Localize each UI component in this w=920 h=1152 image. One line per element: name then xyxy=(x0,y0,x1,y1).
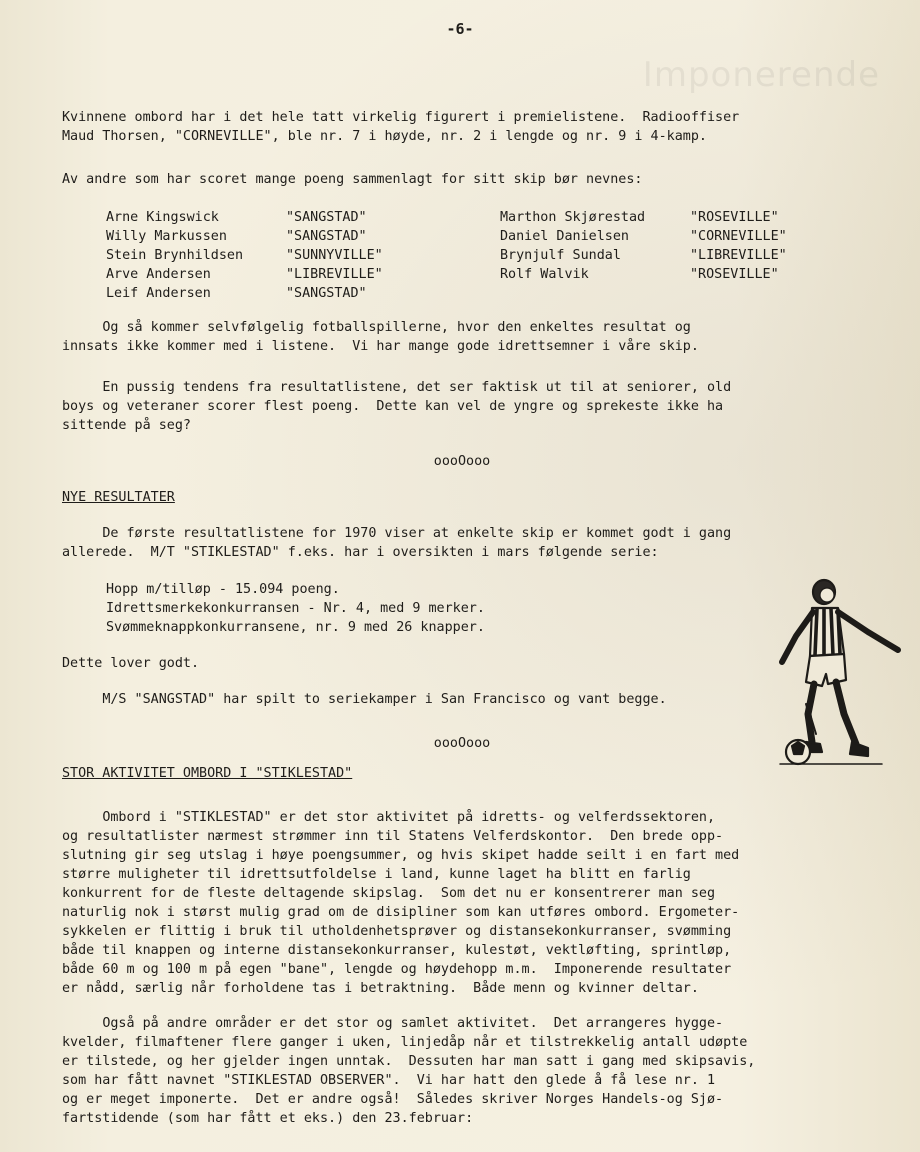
scorer-name: Stein Brynhildsen xyxy=(106,248,244,263)
football-player-icon xyxy=(772,574,912,772)
scorer-ship: "SANGSTAD" xyxy=(286,229,367,244)
promising-line: Dette lover godt. xyxy=(62,656,200,671)
list-item: Hopp m/tilløp - 15.094 poeng. xyxy=(106,582,340,597)
list-item xyxy=(106,246,383,265)
scorer-ship: "CORNEVILLE" xyxy=(690,229,787,244)
list-item xyxy=(500,265,787,284)
scorer-ship: "ROSEVILLE" xyxy=(690,210,779,225)
list-item xyxy=(500,246,787,265)
list-item xyxy=(106,284,383,303)
separator: oooOooo xyxy=(433,454,491,469)
list-item xyxy=(106,227,383,246)
intro-paragraph: Kvinnene ombord har i det hele tatt virkelig figurert i premielistene. Radiooffiser Maud Thorsen, "CORNEVILLE", ble nr. 7 i høyde, nr. 2 i lengde og nr. 9 i 4-kamp. xyxy=(62,110,740,144)
scorer-name: Brynjulf Sundal xyxy=(500,248,621,263)
scorer-name: Daniel Danielsen xyxy=(500,229,629,244)
scorer-name: Arve Andersen xyxy=(106,267,211,282)
scorer-ship: "SANGSTAD" xyxy=(286,210,367,225)
scorer-name: Willy Markussen xyxy=(106,229,227,244)
list-item xyxy=(106,208,383,227)
others-intro: Av andre som har scoret mange poeng sammenlagt for sitt skip bør nevnes: xyxy=(62,172,643,187)
activity-paragraph-2: Også på andre områder er det stor og samlet aktivitet. Det arrangeres hygge- kvelder, filmaftener flere ganger i uken, linjedåp når et tilstrekkelig antall udøpte er tilstede, og her gjelder ingen unntak. Dessuten har man satt i gang med skipsavis, som har fått navnet "STIKLESTAD OBSERVER". Vi har hatt den glede å få lese nr. 1 og er meget imponerte. Det er andre også! Således skriver Norges Handels-og Sjø- fartstidende (som har fått et eks.) den 23.februar: xyxy=(62,1016,756,1126)
sangstad-line: M/S "SANGSTAD" har spilt to seriekamper i San Francisco og vant begge. xyxy=(62,692,667,707)
tendency-paragraph: En pussig tendens fra resultatlistene, det ser faktisk ut til at seniorer, old boys og veteraner scorer flest poeng. Dette kan vel de yngre og sprekeste ikke ha sittende på seg? xyxy=(62,380,732,433)
football-paragraph: Og så kommer selvfølgelig fotballspillerne, hvor den enkeltes resultat og innsats ikke kommer med i listene. Vi har mange gode idrettsemner i våre skip. xyxy=(62,320,699,354)
list-item: Idrettsmerkekonkurransen - Nr. 4, med 9 merker. xyxy=(106,601,485,616)
scorer-ship: "SUNNYVILLE" xyxy=(286,248,383,263)
scorer-name: Rolf Walvik xyxy=(500,267,589,282)
new-results-paragraph: De første resultatlistene for 1970 viser at enkelte skip er kommet godt i gang allerede. M/T "STIKLESTAD" f.eks. har i oversikten i mars følgende serie: xyxy=(62,526,732,560)
scorer-ship: "LIBREVILLE" xyxy=(286,267,383,282)
scorer-name: Arne Kingswick xyxy=(106,210,219,225)
list-item xyxy=(500,208,787,227)
scorers-right-list xyxy=(500,208,787,284)
activity-paragraph-1: Ombord i "STIKLESTAD" er det stor aktivitet på idretts- og velferdssektoren, og resultatlister nærmest strømmer inn til Statens Velferdskontor. Den brede opp- slutning gir seg utslag i høye poengsummer, og hvis skipet hadde seilt i en fart med større muligheter til idrettsutfoldelse i land, kunne laget ha blitt en farlig konkurrent for de fleste deltagende skipslag. Som det nu er konsentrerer man seg naturlig nok i størst mulig grad om de disipliner som kan utføres ombord. Ergometer- sykkelen er flittig i bruk til utholdenhetsprøver og distansekonkurranser, svømming både til knappen og interne distansekonkurranser, kulestøt, vektløfting, sprintløp, både 60 m og 100 m på egen "bane", lengde og høydehopp m.m. Imponerende resultater er nådd, særlig når forholdene tas i betraktning. Både menn og kvinner deltar. xyxy=(62,810,740,996)
section-heading-new-results: NYE RESULTATER xyxy=(62,490,175,505)
list-item xyxy=(500,227,787,246)
list-item xyxy=(106,265,383,284)
separator: oooOooo xyxy=(433,736,491,751)
scorers-left-list xyxy=(106,208,383,303)
scorer-name: Marthon Skjørestad xyxy=(500,210,646,225)
scorer-ship: "ROSEVILLE" xyxy=(690,267,779,282)
section-heading-activity: STOR AKTIVITET OMBORD I "STIKLESTAD" xyxy=(62,766,353,781)
page-number: -6- xyxy=(446,20,474,38)
scorer-ship: "SANGSTAD" xyxy=(286,286,367,301)
scorer-ship: "LIBREVILLE" xyxy=(690,248,787,263)
scorer-name: Leif Andersen xyxy=(106,286,211,301)
bleed-through-text: Imponerende xyxy=(642,55,880,95)
list-item: Svømmeknappkonkurransene, nr. 9 med 26 knapper. xyxy=(106,620,485,635)
results-list xyxy=(106,580,485,637)
